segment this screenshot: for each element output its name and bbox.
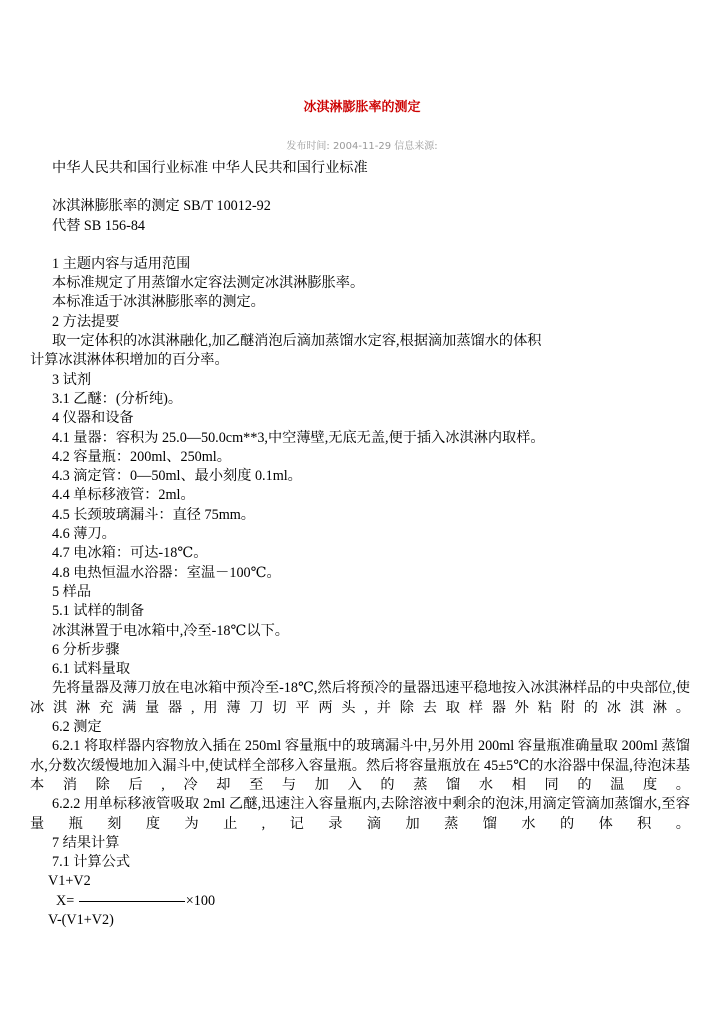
text-line: 冰淇淋膨胀率的测定 SB/T 10012-92 — [52, 198, 271, 215]
text-line: 3.1 乙醚：(分析纯)。 — [52, 390, 183, 407]
text-line: 7.1 计算公式 — [52, 854, 131, 871]
text-line: 计算冰淇淋体积增加的百分率。 — [30, 352, 229, 369]
text-line: 6.2 测定 — [52, 719, 102, 736]
text-line: 冰淇淋置于电冰箱中,冷至-18℃以下。 — [52, 622, 289, 639]
text-line: 4.3 滴定管：0—50ml、最小刻度 0.1ml。 — [52, 468, 302, 485]
paragraph: 先将量器及薄刀放在电冰箱中预冷至-18℃,然后将预冷的量器迅速平稳地按入冰淇淋样品的中央部位,使冰淇淋充满量器,用薄刀切平两头,并除去取样器外粘附的冰淇淋。 — [30, 680, 690, 716]
section-heading: 7 结果计算 — [52, 834, 120, 851]
text-line: 代替 SB 156-84 — [52, 217, 146, 234]
text-line: 4.4 单标移液管：2ml。 — [52, 487, 195, 504]
formula-lhs: X= — [56, 892, 75, 909]
text-line: 4.5 长颈玻璃漏斗：直径 75mm。 — [52, 506, 255, 523]
section-heading: 1 主题内容与适用范围 — [52, 255, 191, 272]
text-line: 取一定体积的冰淇淋融化,加乙醚消泡后滴加蒸馏水定容,根据滴加蒸馏水的体积 — [52, 333, 542, 350]
text-line: 4.8 电热恒温水浴器：室温－100℃。 — [52, 564, 281, 581]
section-heading: 6 分析步骤 — [52, 641, 120, 658]
text-line: 4.1 量器：容积为 25.0—50.0cm**3,中空薄壁,无底无盖,便于插入冰淇淋内取样。 — [52, 429, 545, 446]
text-line: 本标准适于冰淇淋膨胀率的测定。 — [52, 294, 265, 311]
text-line: 本标准规定了用蒸馏水定容法测定冰淇淋膨胀率。 — [52, 275, 365, 292]
publish-info: 发布时间: 2004-11-29 信息来源: — [286, 141, 438, 152]
paragraph: 6.2.1 将取样器内容物放入插在 250ml 容量瓶中的玻璃漏斗中,另外用 200ml 容量瓶准确量取 200ml 蒸馏水,分数次缓慢地加入漏斗中,使试样全部移入容量瓶。然后将容量瓶放在 45±5℃的水浴器中保温,待泡沫基本消除后,冷却至与加入的蒸馏水相同的温度。 — [30, 738, 690, 793]
text-line: 4.6 薄刀。 — [52, 526, 116, 543]
text-line: 4.2 容量瓶：200ml、250ml。 — [52, 448, 231, 465]
section-heading: 4 仪器和设备 — [52, 410, 134, 427]
formula-rhs: ×100 — [185, 892, 216, 909]
section-heading: 5 样品 — [52, 583, 92, 600]
section-heading: 3 试剂 — [52, 371, 92, 388]
text-line: 6.1 试料量取 — [52, 661, 131, 678]
fraction-bar — [79, 901, 185, 902]
text-line: 5.1 试样的制备 — [52, 603, 145, 620]
page-title: 冰淇淋膨胀率的测定 — [303, 100, 421, 115]
text-line: 4.7 电冰箱：可达-18℃。 — [52, 545, 208, 562]
document-body — [30, 159, 690, 930]
formula-line — [30, 892, 690, 911]
formula-numerator: V1+V2 — [48, 873, 91, 890]
paragraph: 6.2.2 用单标移液管吸取 2ml 乙醚,迅速注入容量瓶内,去除溶液中剩余的泡沫,用滴定管滴加蒸馏水,至容量瓶刻度为止,记录滴加蒸馏水的体积。 — [30, 796, 690, 832]
formula-denominator: V-(V1+V2) — [48, 911, 114, 928]
section-heading: 2 方法提要 — [52, 313, 120, 330]
text-line: 中华人民共和国行业标准 中华人民共和国行业标准 — [52, 160, 368, 176]
